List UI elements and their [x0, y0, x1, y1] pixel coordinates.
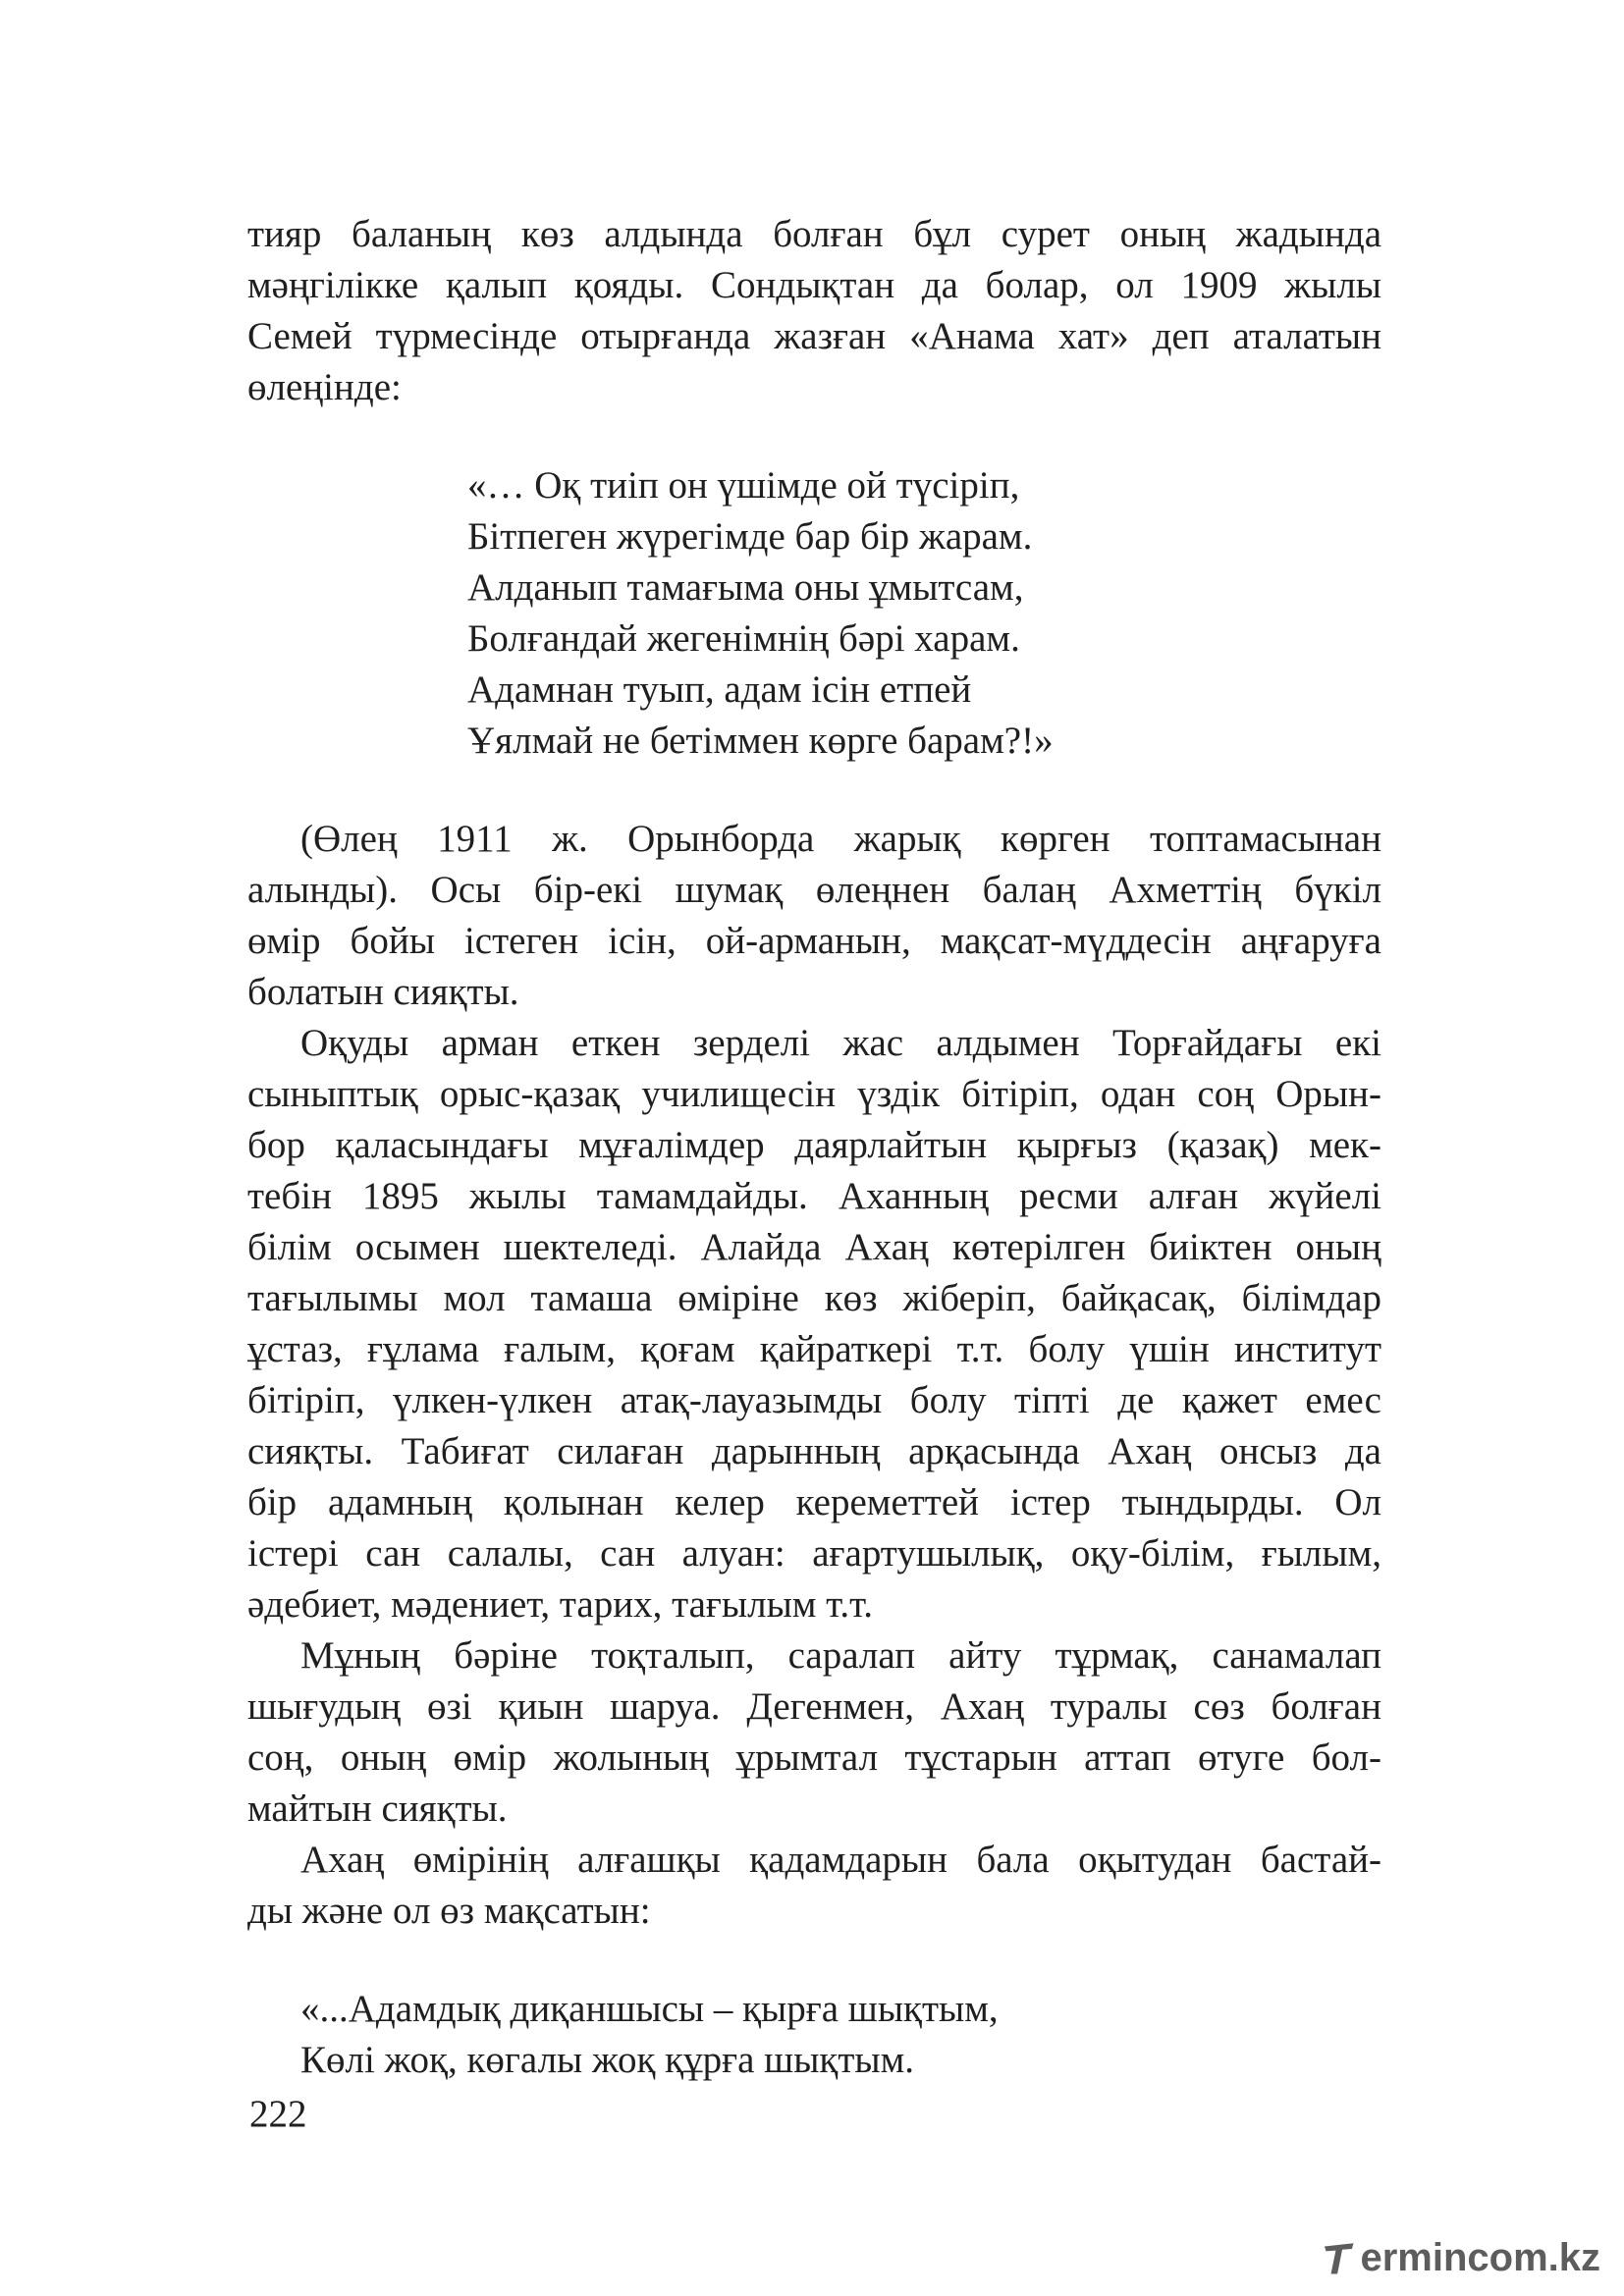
text-line: білім осымен шектеледі. Алайда Ахаң көтерілген биіктен оның [247, 1226, 1381, 1268]
text-line: Мұның бәріне тоқталып, саралап айту тұрмақ, санамалап [300, 1634, 1381, 1677]
verse-line: Алданып тамағыма оны ұмытсам, [467, 566, 1024, 609]
text-line: тебін 1895 жылы тамамдайды. Аханның ресми алған жүйелі [247, 1175, 1381, 1217]
text-line: соң, оның өмір жолының ұрымтал тұстарын аттап өтуге бол- [247, 1736, 1381, 1779]
verse-line: Адамнан туып, адам ісін етпей [467, 668, 972, 711]
verse-line: «...Адамдық диқаншысы – қырға шықтым, [300, 1988, 999, 2030]
text-line: Семей түрмесінде отырғанда жазған «Анама хат» деп аталатын [247, 315, 1381, 357]
text-line: ды және ол өз мақсатын: [247, 1890, 651, 1932]
text-line: майтын сияқты. [247, 1788, 508, 1830]
text-line: алынды). Осы бір-екі шумақ өлеңнен балаң Ахметтің бүкіл [247, 869, 1381, 911]
text-line: тияр баланың көз алдында болған бұл сурет оның жадында [247, 213, 1381, 255]
text-line: сияқты. Табиғат силаған дарынның арқасында Ахаң онсыз да [247, 1430, 1381, 1472]
text-line: Оқуды арман еткен зерделі жас алдымен Торғайдағы екі [300, 1022, 1381, 1064]
text-line: әдебиет, мәдениет, тарих, тағылым т.т. [247, 1583, 873, 1626]
verse-line: «… Оқ тиіп он үшімде ой түсіріп, [467, 464, 1020, 507]
text-line: Ахаң өмірінің алғашқы қадамдарын бала оқытудан бастай- [300, 1839, 1381, 1881]
text-line: бір адамның қолынан келер кереметтей істер тындырды. Ол [247, 1481, 1381, 1523]
verse-line: Ұялмай не бетіммен көрге барам?!» [467, 720, 1054, 762]
verse-line: Бітпеген жүрегімде бар бір жарам. [467, 515, 1033, 558]
t-logo-icon [1320, 2234, 1358, 2281]
text-line: өлеңінде: [247, 366, 402, 408]
text-line: істері сан салалы, сан алуан: ағартушылық, оқу-білім, ғылым, [247, 1532, 1381, 1575]
text-line: өмір бойы істеген ісін, ой-арманын, мақсат-мүддесін аңғаруға [247, 920, 1381, 962]
watermark-text: ermincom.kz [1360, 2235, 1600, 2279]
text-line: шығудың өзі қиын шаруа. Дегенмен, Ахаң туралы сөз болған [247, 1685, 1381, 1728]
text-line: бор қаласындағы мұғалімдер даярлайтын қырғыз (қазақ) мек- [247, 1124, 1381, 1166]
text-line: мәңгілікке қалып қояды. Сондықтан да болар, ол 1909 жылы [247, 264, 1381, 306]
verse-line: Болғандай жегенімнің бәрі харам. [467, 617, 1020, 660]
verse-line: Көлі жоқ, көгалы жоқ құрға шықтым. [300, 2039, 915, 2081]
text-line: бітіріп, үлкен-үлкен атақ-лауазымды болу тіпті де қажет емес [247, 1379, 1381, 1421]
text-line: болатын сияқты. [247, 971, 519, 1013]
text-line: (Өлең 1911 ж. Орынборда жарық көрген топтамасынан [300, 818, 1381, 860]
text-line: ұстаз, ғұлама ғалым, қоғам қайраткері т.т. болу үшін институт [247, 1328, 1381, 1370]
page-number: 222 [249, 2093, 307, 2135]
watermark [1320, 2230, 1600, 2285]
text-line: тағылымы мол тамаша өміріне көз жіберіп, байқасақ, білімдар [247, 1277, 1381, 1319]
text-line: сыныптық орыс-қазақ училищесін үздік бітіріп, одан соң Орын- [247, 1073, 1381, 1115]
